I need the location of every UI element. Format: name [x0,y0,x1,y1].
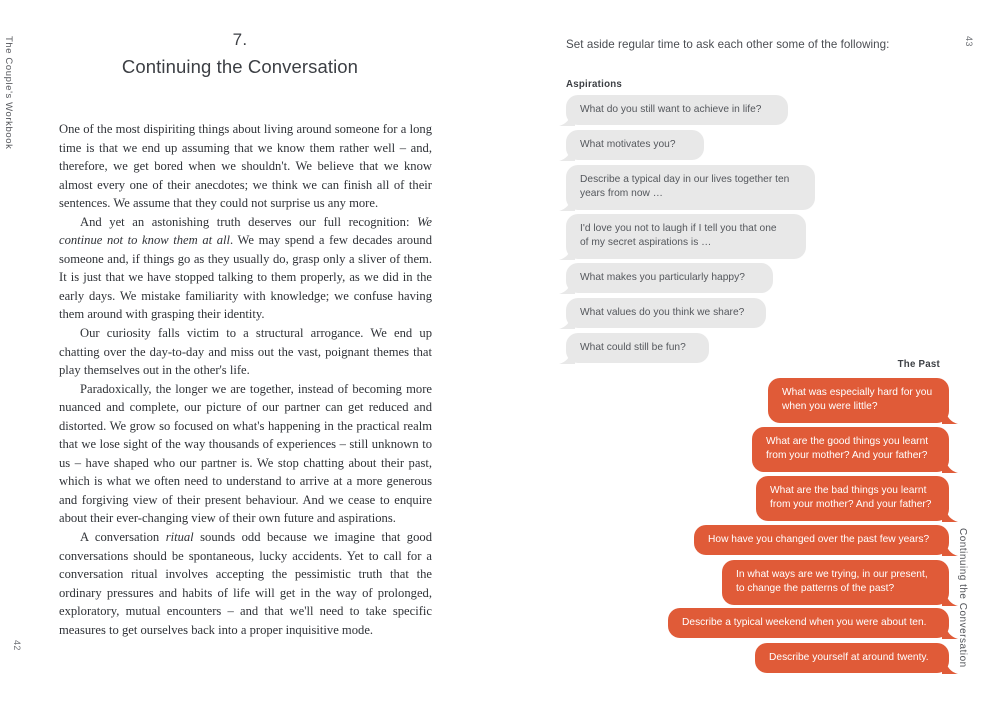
chapter-number: 7. [232,30,248,49]
bubble-tail-icon [942,591,958,606]
question-bubble-line: Describe yourself at around twenty. [769,652,929,663]
bubble-tail-icon [559,314,575,329]
question-bubble-line: What motivates you? [580,139,676,150]
question-bubble [722,560,949,605]
chapter-title: Continuing the Conversation [121,56,359,77]
question-bubble-line: What are the bad things you learnt [770,485,927,496]
question-bubble-line: In what ways are we trying, in our present, [736,569,928,580]
running-head-left: The Couple's Workbook [3,36,14,150]
body-paragraph: One of the most dispiriting things about living around someone for a long time is that we end up assuming that we know them rather well – and, therefore, we get bored when we shouldn't. We believe that we know almost every one of their anecdotes; we think we can finish all of their sentences. We assume that they could not surprise us any more. [59,122,432,211]
bubble-tail-icon [942,458,958,473]
question-bubble-line: to change the patterns of the past? [736,583,895,595]
page-number-right: 43 [964,36,974,47]
bubble-tail-icon [942,659,958,674]
question-bubble-line: Describe a typical weekend when you were about ten. [682,617,927,628]
body-paragraph: A conversation ritual sounds odd because we imagine that good conversations should be spontaneous, lucky accidents. Yet to call for a conversation ritual involves accepting the pessimistic truth that the ordinary pressures and habits of life will get in the way of prolonged, exploratory, mutual encounters – and that we'll need to take specific measures to get ourselves back into a proper inquisitive mode. [59,530,432,637]
question-bubble [566,214,806,259]
bubble-tail-icon [942,541,958,556]
question-bubble-line: What do you still want to achieve in life? [580,104,762,115]
question-bubble-line: How have you changed over the past few years? [708,534,930,545]
question-bubble [566,263,773,293]
bubble-tail-icon [559,245,575,260]
question-bubble [566,298,766,328]
question-bubble [566,333,709,363]
running-head-right: Continuing the Conversation [957,528,968,668]
page-number-left: 42 [12,640,22,651]
bubble-tail-icon [559,279,575,294]
bubble-tail-icon [942,507,958,522]
body-text-column [59,120,432,639]
bubble-tail-icon [559,349,575,364]
question-bubble [566,95,788,125]
instruction-line: Set aside regular time to ask each other some of the following: [566,38,890,51]
question-bubble-line: What are the good things you learnt [766,436,929,447]
question-bubble-line: from your mother? And your father? [770,499,932,511]
question-bubble-line: What was especially hard for you [782,387,933,398]
bubble-tail-icon [559,111,575,126]
bubble-tail-icon [942,409,958,424]
question-bubble [668,608,949,638]
question-bubble-line: What could still be fun? [580,342,686,353]
question-bubble [768,378,949,423]
right-page [500,0,1000,716]
body-paragraph: Paradoxically, the longer we are together, instead of becoming more nuanced and complete, our picture of our partner can get reduced and distorted. We grow so focused on what's happening in the practical realm that we lose sight of the way thousands of experiences – still unknown to us – have shaped who our partner is. We stop chatting about their past, which is what we often need to understand to arrive at a more generous and forgiving view of their present behaviour. And we cease to enquire about their ever-changing view of their own future and aspirations. [59,381,432,526]
question-bubble-line: from your mother? And your father? [766,450,928,462]
section-heading-aspirations: Aspirations [566,79,623,90]
question-bubble-line: Describe a typical day in our lives together ten [580,174,790,185]
question-bubble [694,525,949,555]
question-bubble-line: What makes you particularly happy? [580,272,745,283]
question-bubble [752,427,949,472]
question-bubble [756,476,949,521]
bubble-tail-icon [559,146,575,161]
question-bubble [566,165,815,210]
question-bubble-line: I'd love you not to laugh if I tell you that one [580,223,777,234]
question-bubble [566,130,704,160]
section-heading-the-past: The Past [897,359,940,370]
bubble-tail-icon [559,196,575,211]
question-bubble [755,643,949,673]
question-bubble-line: when you were little? [782,401,878,413]
body-paragraph: Our curiosity falls victim to a structural arrogance. We end up chatting over the day-to-day and miss out the vast, poignant themes that play themselves out in the other's life. [59,326,432,378]
question-bubble-line: years from now … [580,188,663,200]
body-paragraph: And yet an astonishing truth deserves our full recognition: We continue not to know them at all. We may spend a few decades around someone and, if things go as they usually do, grasp only a sliver of them. It is just that we have stopped talking to them properly, as we did in the early days. We mistake familiarity with knowledge; we confuse having them around with grasping their identity. [59,214,432,322]
question-bubble-line: of my secret aspirations is … [580,237,712,249]
question-bubble-line: What values do you think we share? [580,307,745,318]
bubble-tail-icon [942,624,958,639]
